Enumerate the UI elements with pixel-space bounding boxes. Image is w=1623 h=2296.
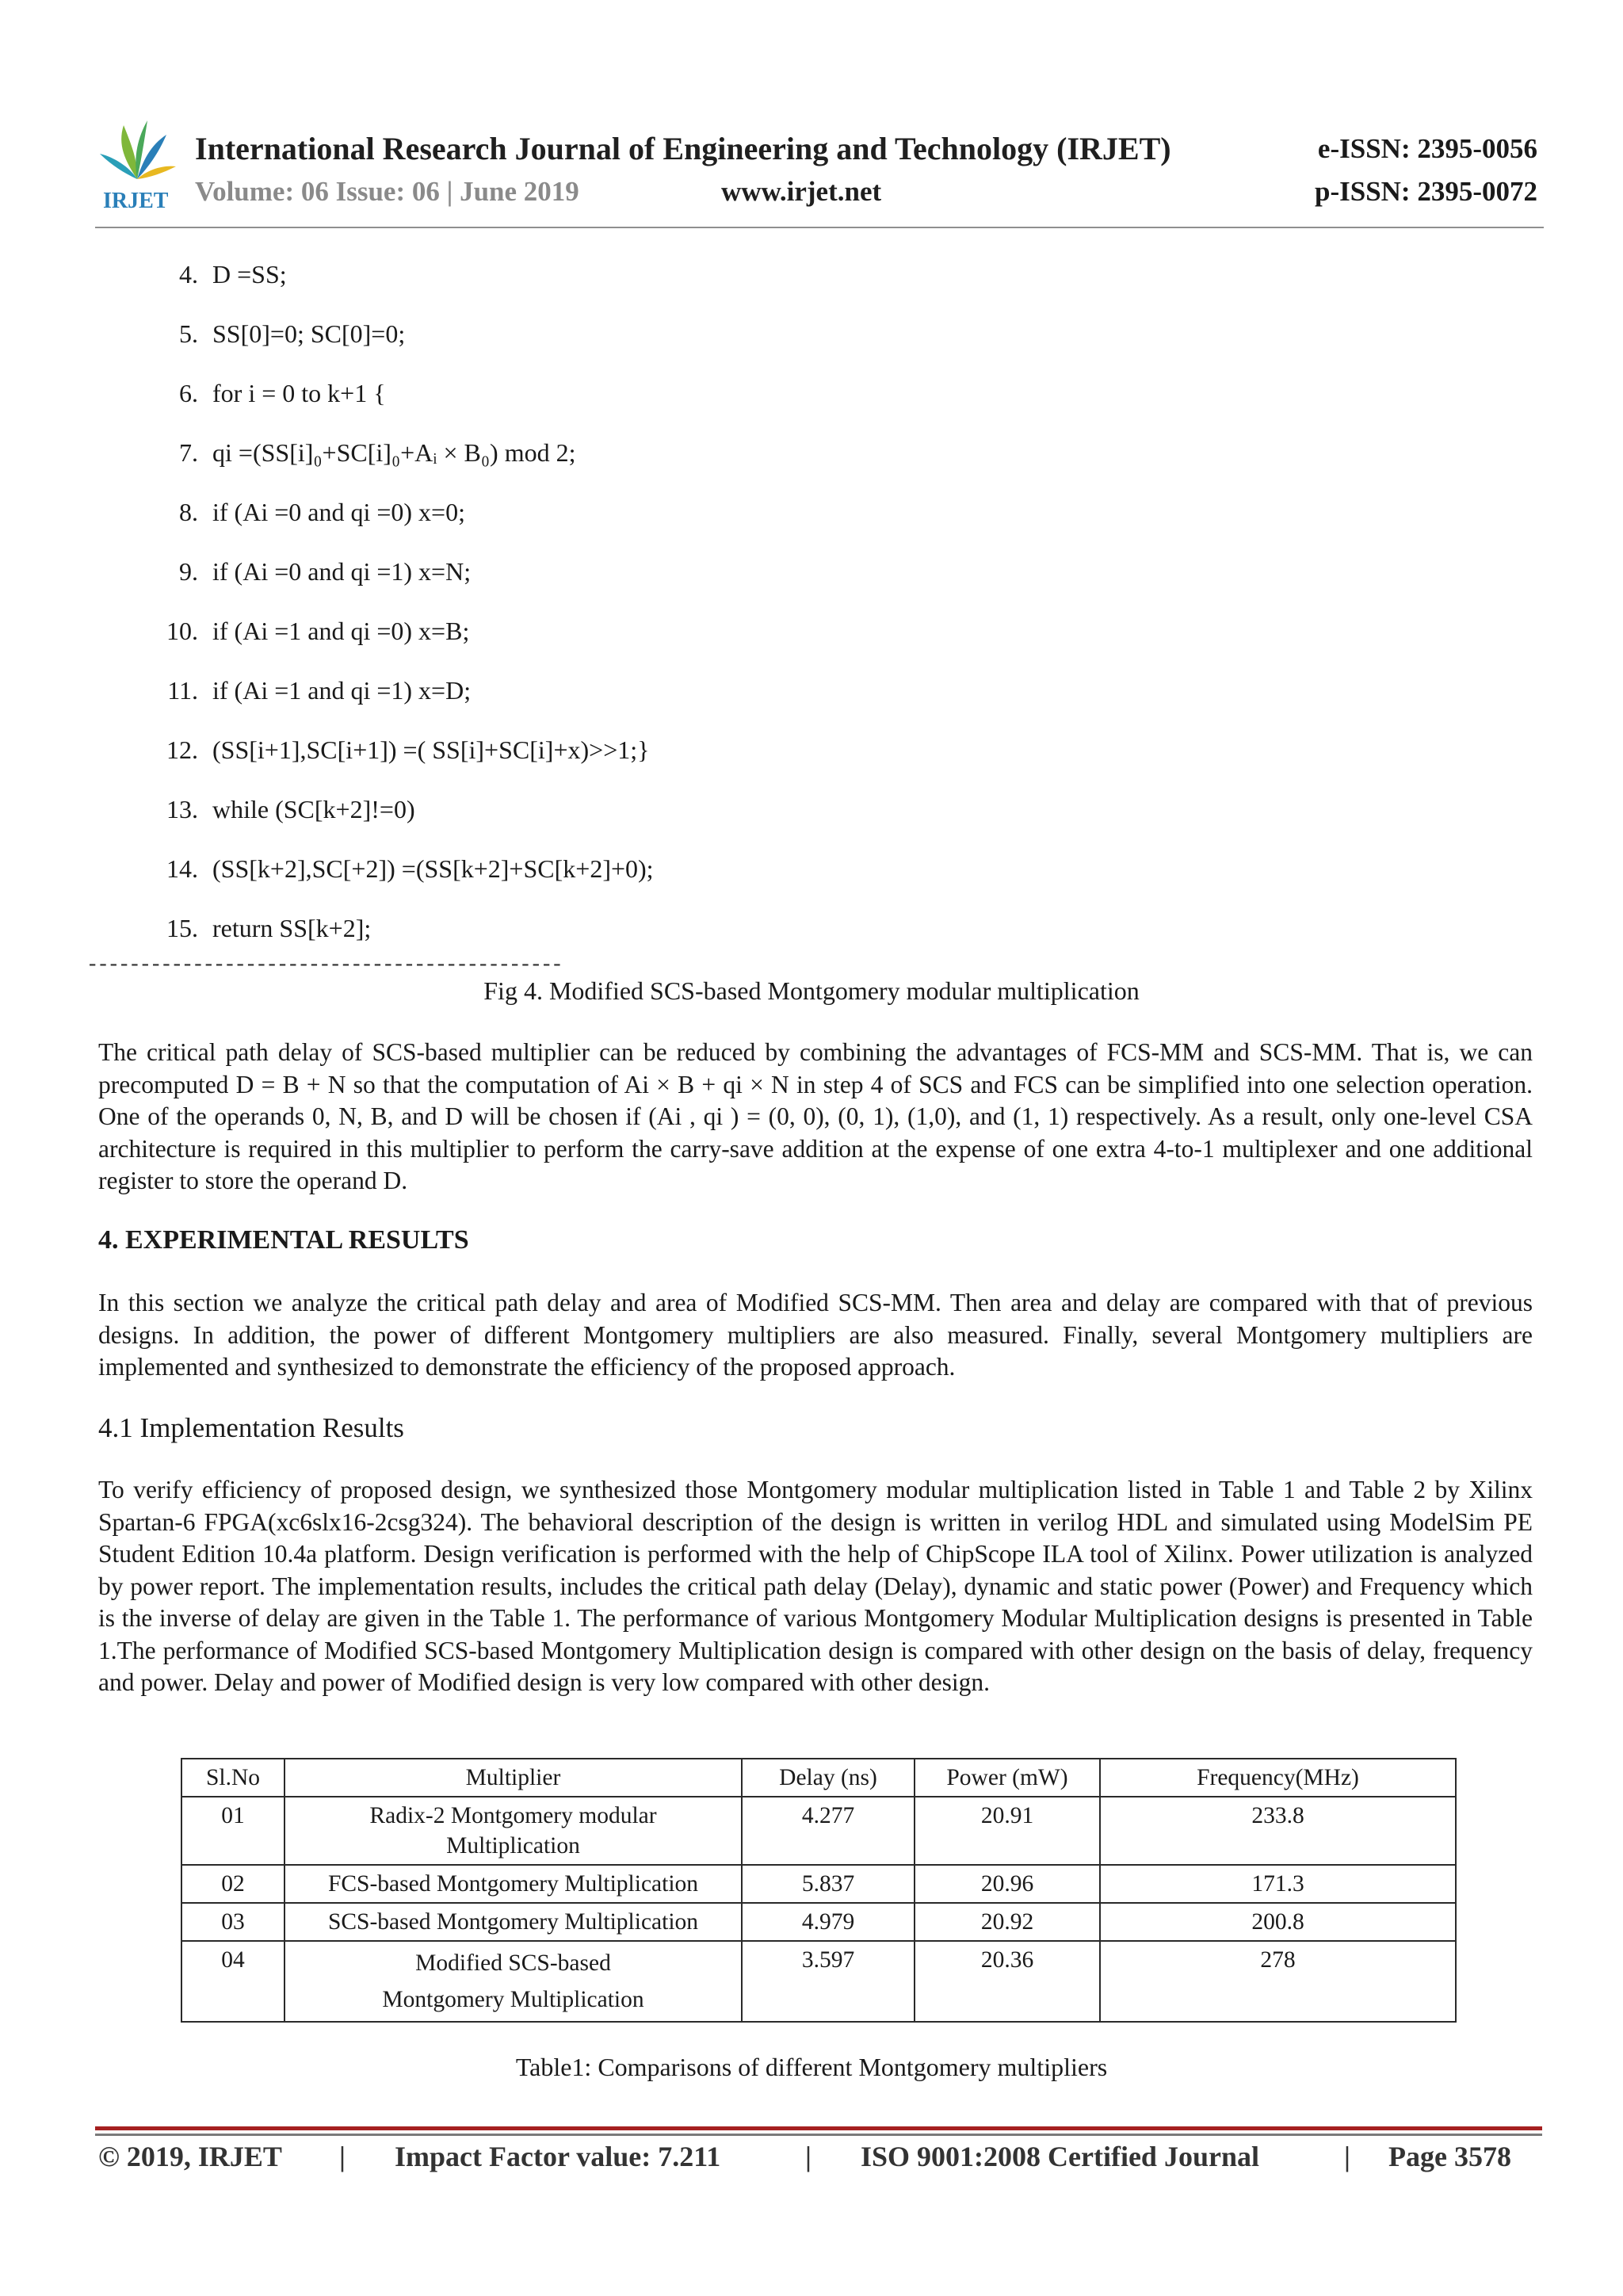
algorithm-step: 15. return SS[k+2]; [166, 914, 372, 942]
table-cell-multiplier: FCS-based Montgomery Multiplication [285, 1865, 742, 1903]
table-cell-multiplier: SCS-based Montgomery Multiplication [285, 1903, 742, 1941]
table-cell-delay: 5.837 [742, 1865, 915, 1903]
table-row [181, 1865, 1456, 1903]
results-table [181, 1758, 1457, 2023]
footer-rule-red [95, 2126, 1542, 2130]
algorithm-step: 8. if (Ai =0 and qi =0) x=0; [179, 498, 465, 526]
table-cell-delay: 3.597 [742, 1941, 915, 2022]
table-row [181, 1941, 1456, 2022]
subsection-heading: 4.1 Implementation Results [98, 1412, 404, 1443]
section-heading: 4. EXPERIMENTAL RESULTS [98, 1225, 469, 1255]
table-cell-power: 20.36 [915, 1941, 1100, 2022]
footer-page-number: Page 3578 [1388, 2141, 1511, 2172]
table-header-cell: Power (mW) [915, 1759, 1100, 1797]
table-cell-frequency: 278 [1100, 1941, 1456, 2022]
algorithm-step: 7. qi =(SS[i]₀+SC[i]₀+Aᵢ × B₀) mod 2; [179, 438, 576, 467]
table-header-row [181, 1759, 1456, 1797]
header-divider [95, 227, 1544, 228]
table-row [181, 1903, 1456, 1941]
algorithm-step: 10. if (Ai =1 and qi =0) x=B; [166, 617, 470, 645]
footer-copyright: © 2019, IRJET [98, 2141, 282, 2172]
table-cell-power: 20.92 [915, 1903, 1100, 1941]
table-cell-power: 20.96 [915, 1865, 1100, 1903]
algorithm-step: 6. for i = 0 to k+1 { [179, 379, 386, 407]
table-cell-multiplier: Radix-2 Montgomery modular Multiplication [285, 1797, 742, 1865]
table-header-cell: Delay (ns) [742, 1759, 915, 1797]
footer-separator: | [805, 2141, 812, 2172]
algorithm-step: 9. if (Ai =0 and qi =1) x=N; [179, 557, 472, 586]
volume-issue: Volume: 06 Issue: 06 | June 2019 [195, 176, 579, 207]
table-cell-frequency: 171.3 [1100, 1865, 1456, 1903]
table-cell-frequency: 200.8 [1100, 1903, 1456, 1941]
logo-text: IRJET [103, 189, 169, 213]
table-header-cell: Multiplier [285, 1759, 742, 1797]
figure-caption: Fig 4. Modified SCS-based Montgomery modular multiplication [483, 976, 1140, 1005]
footer-iso: ISO 9001:2008 Certified Journal [861, 2141, 1259, 2172]
p-issn: p-ISSN: 2395-0072 [1314, 176, 1537, 207]
journal-logo [94, 117, 181, 212]
algorithm-step: 12. (SS[i+1],SC[i+1]) =( SS[i]+SC[i]+x)>>1;} [166, 735, 650, 764]
table-cell-slno: 02 [181, 1865, 285, 1903]
table-cell-slno: 01 [181, 1797, 285, 1865]
algorithm-step: 14. (SS[k+2],SC[+2]) =(SS[k+2]+SC[k+2]+0); [166, 854, 654, 883]
footer-separator: | [339, 2141, 346, 2172]
table-header-cell: Sl.No [181, 1759, 285, 1797]
journal-title: International Research Journal of Engineering and Technology (IRJET) [195, 131, 1171, 166]
table-cell-multiplier: Modified SCS-based Montgomery Multiplication [285, 1941, 742, 2022]
table-cell-slno: 04 [181, 1941, 285, 2022]
paragraph-critical-path: The critical path delay of SCS-based multiplier can be reduced by combining the advantages of FCS-MM and SCS-MM. That is, we can precomputed D = B + N so that the computation of Ai × B + qi × N in step 4 of SCS and FCS can be simplified into one selection operation. One of the operands 0, N, B, and D will be chosen if (Ai , qi ) = (0, 0), (0, 1), (1,0), and (1, 1) respectively. As a result, only one-level CSA architecture is required in this multiplier to perform the carry-save addition at the expense of one extra 4-to-1 multiplexer and one additional register to store the operand D. [98, 1038, 1533, 1194]
algorithm-step: 4. D =SS; [179, 260, 287, 288]
table-cell-slno: 03 [181, 1903, 285, 1941]
figure-separator: --------------------------------------------- [89, 951, 564, 976]
paragraph-implementation: To verify efficiency of proposed design, we synthesized those Montgomery modular multiplication listed in Table 1 and Table 2 by Xilinx Spartan-6 FPGA(xc6slx16-2csg324). The behavioral description of the design is written in verilog HDL and simulated using ModelSim PE Student Edition 10.4a platform. Design verification is performed with the help of ChipScope ILA tool of Xilinx. Power utilization is analyzed by power report. The implementation results, includes the critical path delay (Delay), dynamic and static power (Power) and Frequency which is the inverse of delay are given in the Table 1. The performance of various Montgomery Modular Multiplication designs is presented in Table 1.The performance of Modified SCS-based Montgomery Multiplication design is compared with other design on the basis of delay, frequency and power. Delay and power of Modified design is very low compared with other design. [98, 1476, 1533, 1696]
algorithm-step: 11. if (Ai =1 and qi =1) x=D; [167, 676, 472, 705]
footer-impact-factor: Impact Factor value: 7.211 [395, 2141, 721, 2172]
table-cell-delay: 4.979 [742, 1903, 915, 1941]
table-caption: Table1: Comparisons of different Montgomery multipliers [515, 2053, 1108, 2081]
table-cell-delay: 4.277 [742, 1797, 915, 1865]
e-issn: e-ISSN: 2395-0056 [1317, 133, 1537, 164]
table-row [181, 1797, 1456, 1865]
table-header-cell: Frequency(MHz) [1100, 1759, 1456, 1797]
paragraph-experimental-intro: In this section we analyze the critical path delay and area of Modified SCS-MM. Then area and delay are compared with that of previous designs. In addition, the power of different Montgomery multipliers are also measured. Finally, several Montgomery multipliers are implemented and synthesized to demonstrate the efficiency of the proposed approach. [98, 1289, 1533, 1381]
footer-rule-grey [95, 2134, 1542, 2136]
algorithm-step: 5. SS[0]=0; SC[0]=0; [179, 319, 406, 348]
journal-website-link[interactable]: www.irjet.net [721, 176, 882, 207]
table-cell-frequency: 233.8 [1100, 1797, 1456, 1865]
footer-separator: | [1344, 2141, 1350, 2172]
table-cell-power: 20.91 [915, 1797, 1100, 1865]
algorithm-step: 13. while (SC[k+2]!=0) [166, 795, 415, 823]
